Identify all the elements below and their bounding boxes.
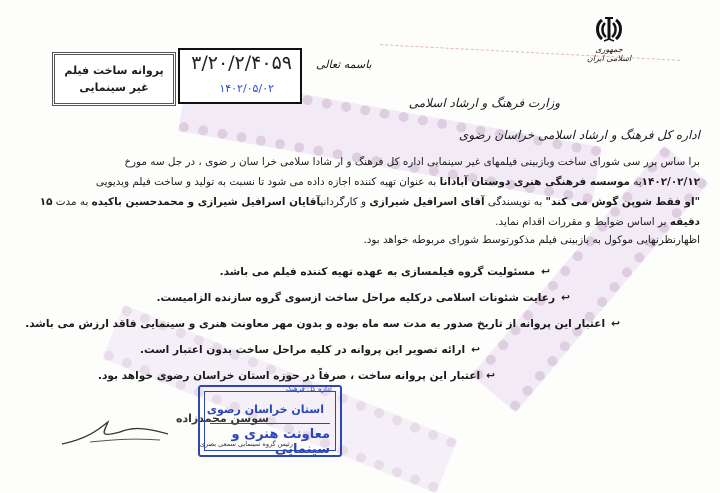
document-title-box bbox=[52, 52, 176, 106]
condition-item bbox=[140, 344, 480, 356]
writer: آقای اسرافیل شیرازی bbox=[369, 196, 485, 208]
condition-text: رعایت شئونات اسلامی درکلیه مراحل ساخت ازسوی گروه سازنده الزامیست. bbox=[156, 292, 556, 304]
text: به نویسندگی bbox=[487, 196, 543, 208]
stamp-line-3: معاونت هنری و سینمایی bbox=[231, 427, 330, 457]
title-line-1: پروانه ساخت فیلم bbox=[64, 64, 164, 77]
signer-title: رئیس گروه سینمایی سمعی بصری bbox=[200, 440, 293, 448]
text: به bbox=[633, 176, 642, 188]
official-stamp bbox=[198, 385, 342, 457]
emblem-caption: جمهوری اسلامی ایران bbox=[586, 45, 632, 63]
body-line-2 bbox=[40, 172, 700, 192]
arrow-return-icon: ↩ bbox=[471, 344, 480, 356]
condition-text: ارائه تصویر این پروانه در کلیه مراحل ساخت بدون اعتبار است. bbox=[140, 344, 466, 356]
duration: ۱۵ bbox=[40, 196, 53, 208]
arrow-return-icon: ↩ bbox=[541, 266, 550, 278]
duration-unit: دقیقه bbox=[669, 216, 700, 228]
stamp-line-2: استان خراسان رضوی bbox=[206, 403, 324, 416]
decorative-line bbox=[380, 44, 680, 61]
directors: آقایان اسرافیل شیرازی و محمدحسین باکیده bbox=[91, 196, 321, 208]
letter-number-box bbox=[178, 48, 302, 104]
text: و کارگردانی bbox=[320, 196, 367, 208]
stamp-line-1: اداره کل فرهنگ bbox=[285, 385, 332, 393]
arrow-return-icon: ↩ bbox=[486, 370, 495, 382]
condition-item bbox=[25, 318, 620, 330]
condition-item bbox=[98, 370, 495, 382]
session-date: ۱۴۰۲/۰۲/۱۲ bbox=[641, 176, 700, 188]
condition-text: اعتبار این پروانه ساخت ، صرفاً در حوزه استان خراسان رضوی خواهد بود. bbox=[97, 370, 481, 382]
body-line-1: برا ساس برر سی شورای ساخت وبازبینی فیلمهای غیر سینمایی اداره کل فرهنگ و ار شادا سلامی خرا سان ر ضوی ، در جل سه مورخ bbox=[124, 156, 700, 168]
text: به مدت bbox=[55, 196, 89, 208]
body-line-5: اظهارنظرنهایی موکول به بازبینی فیلم مذکورتوسط شورای مربوطه خواهد بود. bbox=[363, 234, 700, 246]
text: به عنوان تهیه کننده اجازه داده می شود تا نسبت به تولید و ساخت فیلم ویدیویی bbox=[95, 176, 437, 188]
title-line-2: غیر سینمایی bbox=[79, 81, 149, 94]
emblem bbox=[586, 14, 632, 63]
arrow-return-icon: ↩ bbox=[611, 318, 620, 330]
condition-item bbox=[157, 292, 571, 304]
arrow-return-icon: ↩ bbox=[561, 292, 570, 304]
condition-item bbox=[220, 266, 550, 278]
condition-text: مسئولیت گروه فیلمسازی به عهده تهیه کننده فیلم می باشد. bbox=[219, 266, 536, 278]
letter-date: ۱۴۰۲/۰۵/۰۲ bbox=[219, 82, 274, 95]
ministry-name: وزارت فرهنگ و ارشاد اسلامی bbox=[408, 96, 560, 110]
stamp-divider bbox=[210, 423, 330, 424]
condition-text: اعتبار این پروانه از تاریخ صدور به مدت سه ماه بوده و بدون مهر معاونت هنری و سینمایی فاقد ارزش می باشد. bbox=[25, 318, 606, 330]
letter-body bbox=[40, 152, 700, 248]
signature-icon bbox=[60, 418, 170, 448]
letter-number: ۳/۲۰/۲/۴۰۵۹ bbox=[191, 52, 292, 74]
invocation: باسمه تعالی bbox=[316, 58, 372, 71]
iran-emblem-icon bbox=[594, 14, 624, 44]
signer-name: سوسن محمدزاده bbox=[176, 412, 269, 425]
producer-org: موسسه فرهنگی هنری دوستان آبادانا bbox=[439, 176, 630, 188]
department-name: اداره کل فرهنگ و ارشاد اسلامی خراسان رضوی bbox=[458, 128, 700, 142]
text: بر اساس ضوابط و مقررات اقدام نماید. bbox=[495, 216, 667, 228]
body-line-3 bbox=[40, 192, 700, 212]
film-title: "او فقط شوپن گوش می کند" bbox=[545, 196, 700, 208]
body-line-4 bbox=[40, 212, 700, 232]
